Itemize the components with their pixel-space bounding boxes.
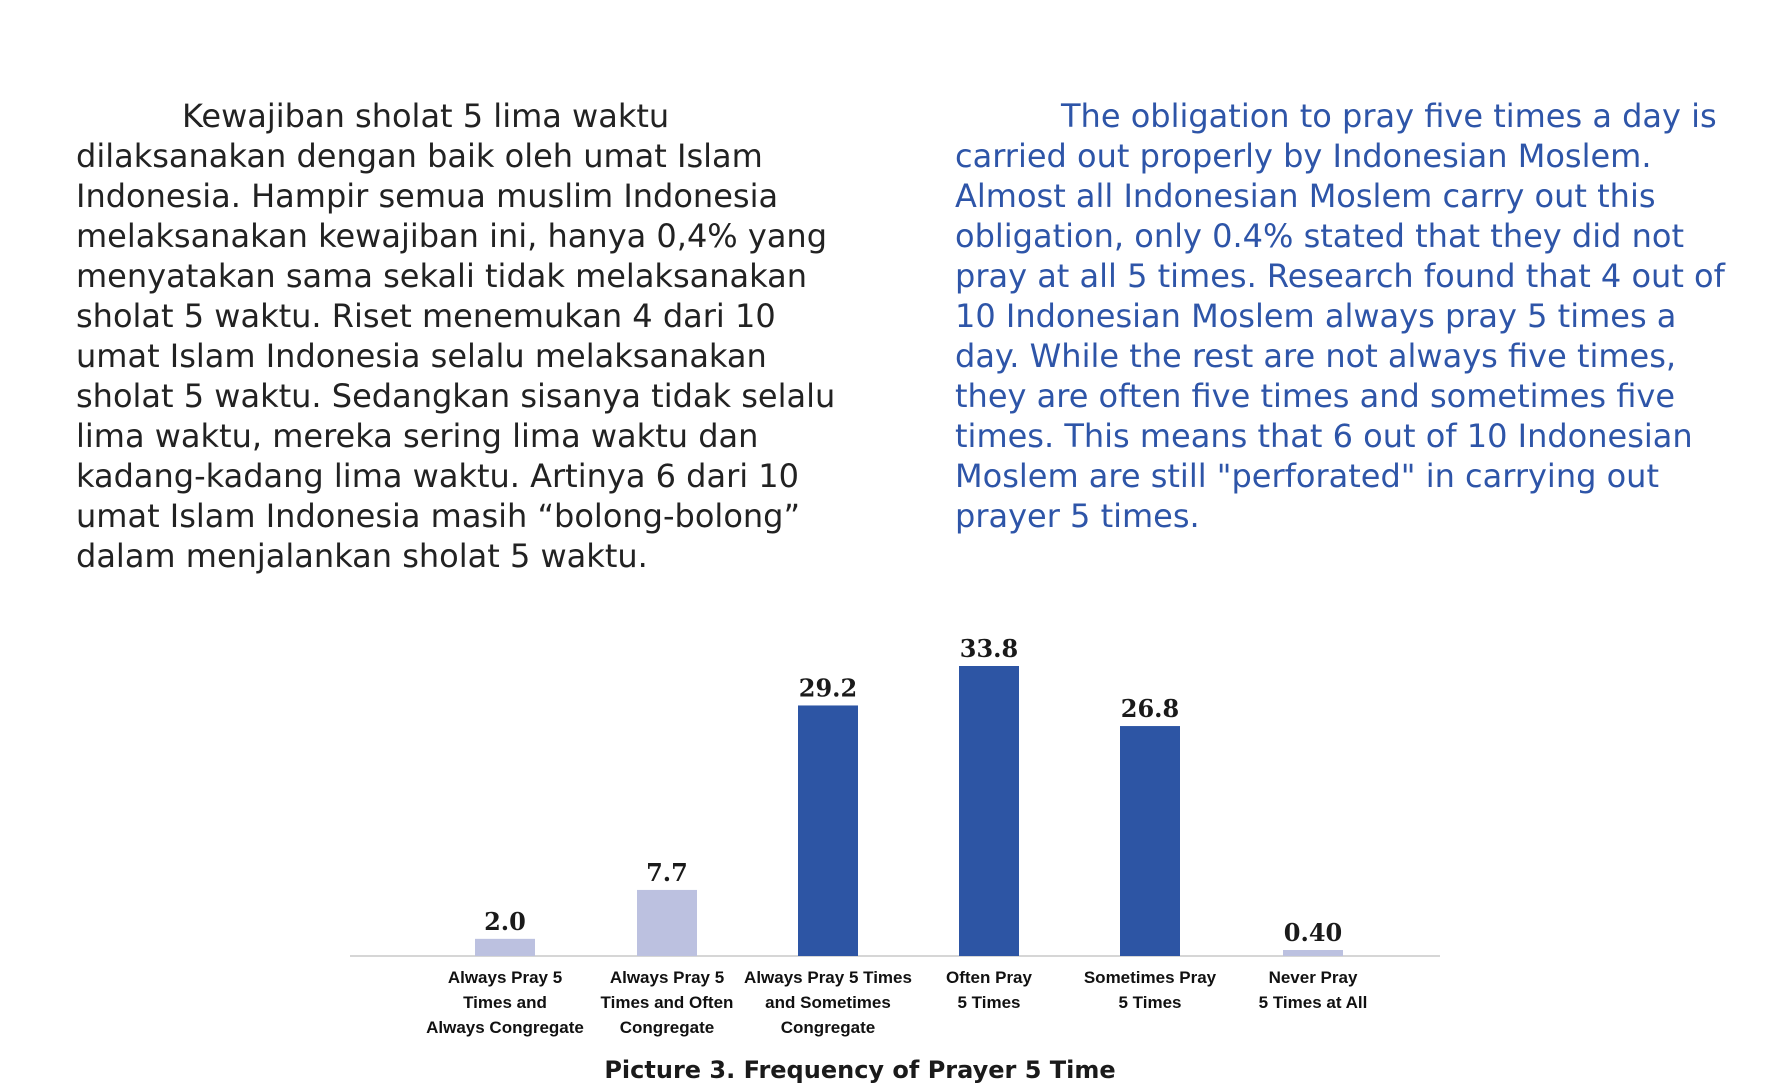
english-paragraph-line: times. This means that 6 out of 10 Indonesian [955,417,1693,455]
bar-value-label: 33.8 [959,634,1019,663]
bar-value-label: 26.8 [1120,694,1180,724]
indonesian-paragraph-line: Indonesia. Hampir semua muslim Indonesia [76,177,779,215]
indonesian-paragraph [76,96,836,576]
english-paragraph-line: they are often five times and sometimes five [955,377,1676,415]
category-label [1259,968,1368,1012]
category-label-line: Times and Often [600,993,734,1012]
english-paragraph-line: prayer 5 times. [955,497,1200,535]
bar [1120,726,1180,956]
category-label-line: Congregate [780,1018,876,1037]
bar [475,939,535,956]
category-label-line: Often Pray [946,968,1032,987]
category-label-line: and Sometimes [765,993,891,1012]
indonesian-paragraph-line: menyatakan sama sekali tidak melaksanakan [76,257,807,295]
english-paragraph-line: 10 Indonesian Moslem always pray 5 times a [955,297,1677,335]
category-label [1084,968,1217,1012]
bar-value-label: 2.0 [484,906,526,936]
indonesian-paragraph-line: lima waktu, mereka sering lima waktu dan [76,417,759,455]
category-label-line: Sometimes Pray [1083,968,1217,987]
english-paragraph-line: day. While the rest are not always five times, [955,337,1677,375]
english-paragraph-line: obligation, only 0.4% stated that they did not [955,217,1684,255]
indonesian-paragraph-line: umat Islam Indonesia selalu melaksanakan [76,337,767,375]
english-paragraph-line: Almost all Indonesian Moslem carry out this [955,177,1656,215]
english-paragraph [955,96,1725,536]
category-label-line: 5 Times [1118,993,1182,1012]
bar-value-label: 0.40 [1283,918,1343,947]
category-label [946,968,1033,1012]
category-label [601,968,734,1037]
prayer-frequency-bar-chart [0,600,1770,1040]
category-label [426,968,584,1037]
indonesian-paragraph-line: umat Islam Indonesia masih “bolong-bolong” [76,497,801,535]
category-label-line: 5 Times [957,993,1021,1012]
category-label-line: 5 Times at All [1258,993,1368,1012]
category-label-line: Never Pray [1268,968,1358,987]
category-label-line: Always Pray 5 Times [744,968,912,987]
indonesian-paragraph-line: kadang-kadang lima waktu. Artinya 6 dari 10 [76,457,799,495]
bar [637,890,697,956]
indonesian-paragraph-line: melaksanakan kewajiban ini, hanya 0,4% yang [76,217,828,255]
indonesian-paragraph-line: Kewajiban sholat 5 lima waktu [182,97,670,135]
category-label-line: Always Pray 5 [447,968,563,987]
bar [959,666,1019,956]
figure-caption: Picture 3. Frequency of Prayer 5 Time [604,1056,1116,1084]
english-paragraph-line: carried out properly by Indonesian Moslem. [955,137,1652,175]
english-paragraph-line: Moslem are still "perforated" in carrying out [955,457,1659,495]
bar-value-label: 7.7 [646,857,688,887]
indonesian-paragraph-line: sholat 5 waktu. Riset menemukan 4 dari 10 [76,297,776,335]
indonesian-paragraph-line: sholat 5 waktu. Sedangkan sisanya tidak selalu [76,377,836,415]
category-label-line: Always Pray 5 [609,968,725,987]
bar [1283,950,1343,956]
bar [798,705,858,956]
english-paragraph-line: pray at all 5 times. Research found that 4 out of [955,257,1725,295]
english-paragraph-line: The obligation to pray five times a day is [1061,97,1717,135]
indonesian-paragraph-line: dalam menjalankan sholat 5 waktu. [76,537,648,575]
indonesian-paragraph-line: dilaksanakan dengan baik oleh umat Islam [76,137,763,175]
category-label-line: Always Congregate [426,1018,584,1037]
bar-value-label: 29.2 [798,673,858,703]
category-label-line: Times and [463,993,547,1012]
category-label [744,968,912,1037]
category-label-line: Congregate [619,1018,715,1037]
